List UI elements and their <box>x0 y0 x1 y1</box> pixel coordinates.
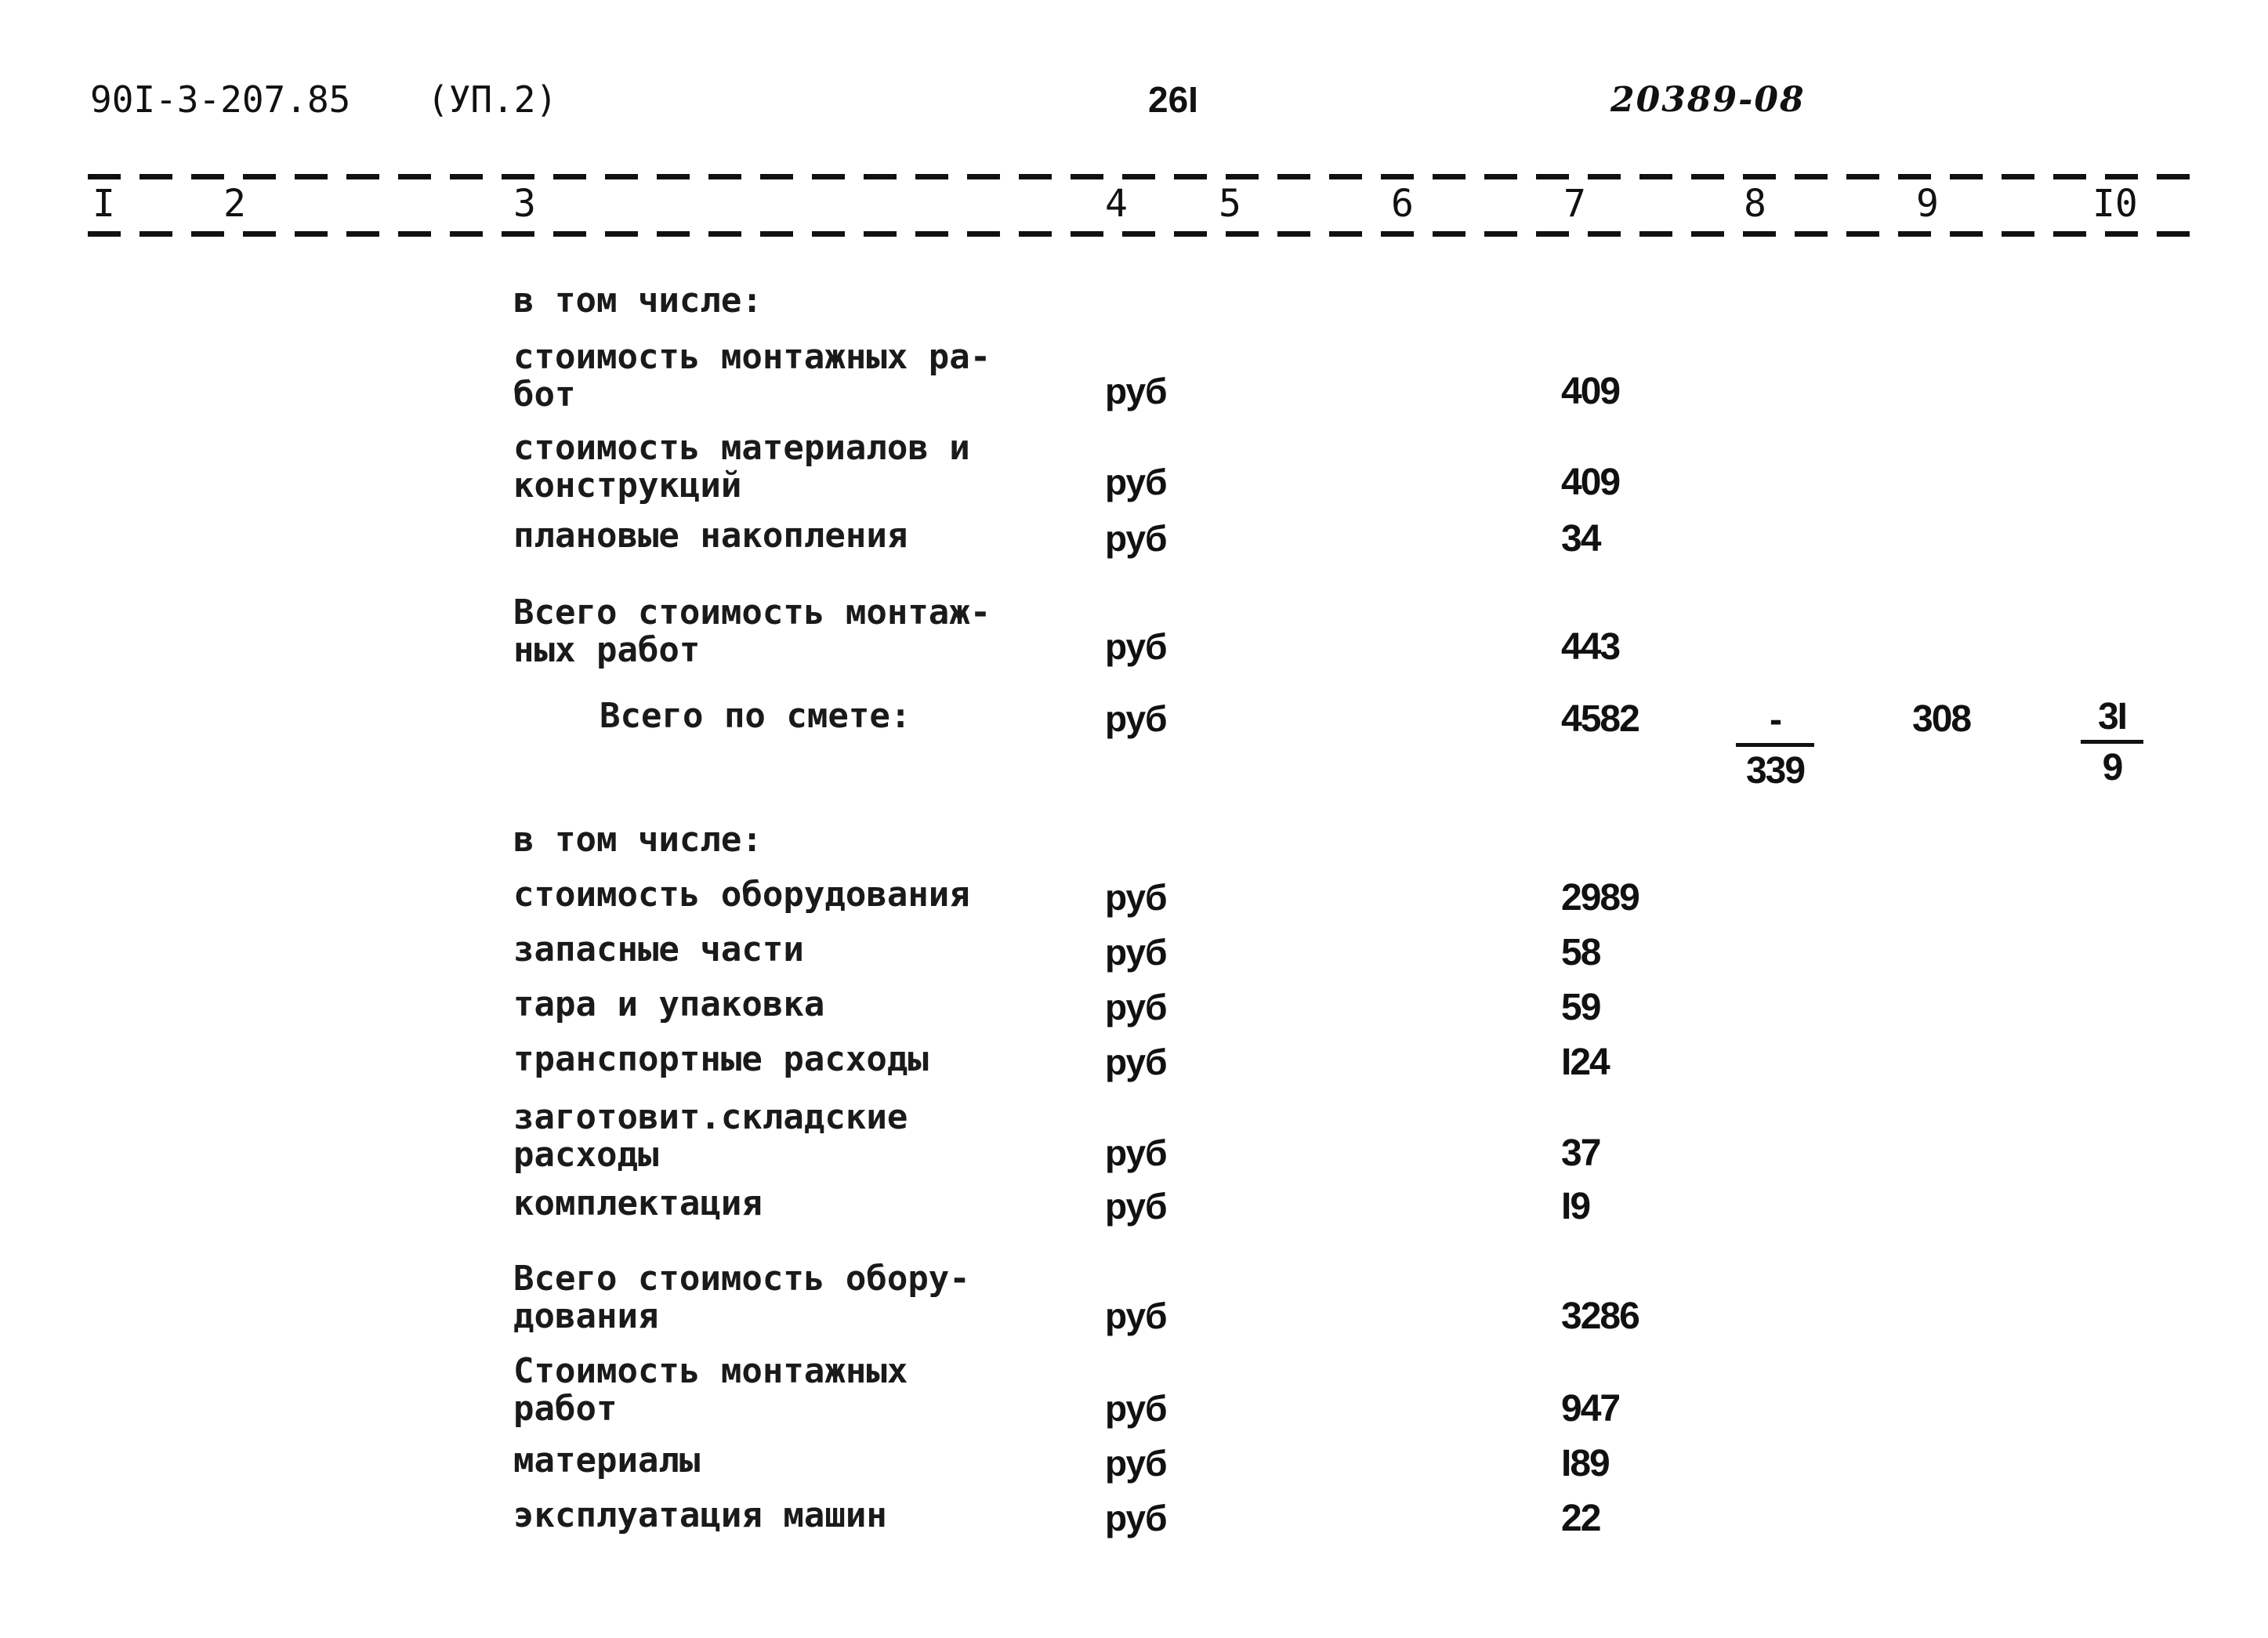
row-unit: руб <box>1105 1296 1167 1336</box>
total-label: Всего по смете: <box>600 696 911 736</box>
row-value: 3286 <box>1561 1296 1639 1337</box>
column-number-1: I <box>92 182 115 226</box>
column-number-5: 5 <box>1219 182 1241 226</box>
row-value: 59 <box>1561 987 1600 1028</box>
column-number-4: 4 <box>1105 182 1128 226</box>
row-unit: руб <box>1105 626 1167 667</box>
row-label: тара и упаковка <box>513 984 825 1024</box>
column-number-6: 6 <box>1391 182 1414 226</box>
row-label: стоимость монтажных ра- бот <box>513 337 991 415</box>
row-label: стоимость оборудования <box>513 875 970 915</box>
page-number: 26I <box>1148 79 1198 120</box>
row-unit: руб <box>1105 518 1167 559</box>
album-reference: (УП.2) <box>427 78 558 121</box>
row-unit: руб <box>1105 1132 1167 1173</box>
fraction-bar <box>2081 740 2143 744</box>
row-value: 34 <box>1561 518 1600 560</box>
row-value: 37 <box>1561 1132 1600 1174</box>
fraction-denominator: 339 <box>1745 750 1805 792</box>
row-label: Всего стоимость монтаж- ных работ <box>513 593 991 670</box>
row-value: 443 <box>1561 626 1620 668</box>
row-unit: руб <box>1105 1498 1167 1538</box>
total-col8-fraction <box>1736 699 1814 792</box>
row-value: I89 <box>1561 1443 1609 1484</box>
row-value: 409 <box>1561 462 1620 503</box>
row-value: 2989 <box>1561 877 1639 919</box>
row-value: 22 <box>1561 1498 1600 1539</box>
row-label: запасные части <box>513 930 804 969</box>
row-label: Стоимость монтажных работ <box>513 1351 908 1429</box>
row-unit: руб <box>1105 1388 1167 1429</box>
column-number-10: I0 <box>2092 182 2138 226</box>
column-number-3: 3 <box>513 182 536 226</box>
column-header-bottom-rule <box>88 231 2196 237</box>
row-label: стоимость материалов и конструкций <box>513 428 970 506</box>
column-number-7: 7 <box>1563 182 1586 226</box>
row-value: I9 <box>1561 1186 1590 1227</box>
column-number-8: 8 <box>1744 182 1766 226</box>
fraction-denominator: 9 <box>2102 747 2122 788</box>
row-label: транспортные расходы <box>513 1039 929 1079</box>
row-unit: руб <box>1105 462 1167 502</box>
total-value: 4582 <box>1561 698 1639 740</box>
fraction-bar <box>1736 743 1814 747</box>
row-label: в том числе: <box>513 820 763 860</box>
row-value: I24 <box>1561 1042 1609 1083</box>
row-label: плановые накопления <box>513 516 908 556</box>
stamp-number: 20389-08 <box>1610 80 1806 120</box>
total-col9-value: 308 <box>1912 698 1971 740</box>
column-header-top-rule <box>88 174 2196 179</box>
row-label: заготовит.складские расходы <box>513 1097 908 1175</box>
row-value: 409 <box>1561 371 1620 412</box>
fraction-numerator: - <box>1770 699 1781 741</box>
row-unit: руб <box>1105 932 1167 973</box>
row-value: 58 <box>1561 932 1600 973</box>
fraction-numerator: 3I <box>2097 696 2127 737</box>
total-col10-fraction <box>2081 696 2143 789</box>
row-label: в том числе: <box>513 281 763 321</box>
row-unit: руб <box>1105 1186 1167 1227</box>
row-label: комплектация <box>513 1183 763 1223</box>
column-number-2: 2 <box>223 182 246 226</box>
document-code: 90I-3-207.85 <box>90 78 351 121</box>
column-number-9: 9 <box>1916 182 1939 226</box>
row-unit: руб <box>1105 1042 1167 1082</box>
row-label: материалы <box>513 1440 701 1480</box>
row-unit: руб <box>1105 1443 1167 1484</box>
row-value: 947 <box>1561 1388 1620 1430</box>
row-unit: руб <box>1105 987 1167 1027</box>
row-unit: руб <box>1105 371 1167 411</box>
row-label: Всего стоимость обору- дования <box>513 1259 970 1336</box>
row-label: эксплуатация машин <box>513 1495 887 1535</box>
total-unit: руб <box>1105 698 1167 739</box>
row-unit: руб <box>1105 877 1167 918</box>
